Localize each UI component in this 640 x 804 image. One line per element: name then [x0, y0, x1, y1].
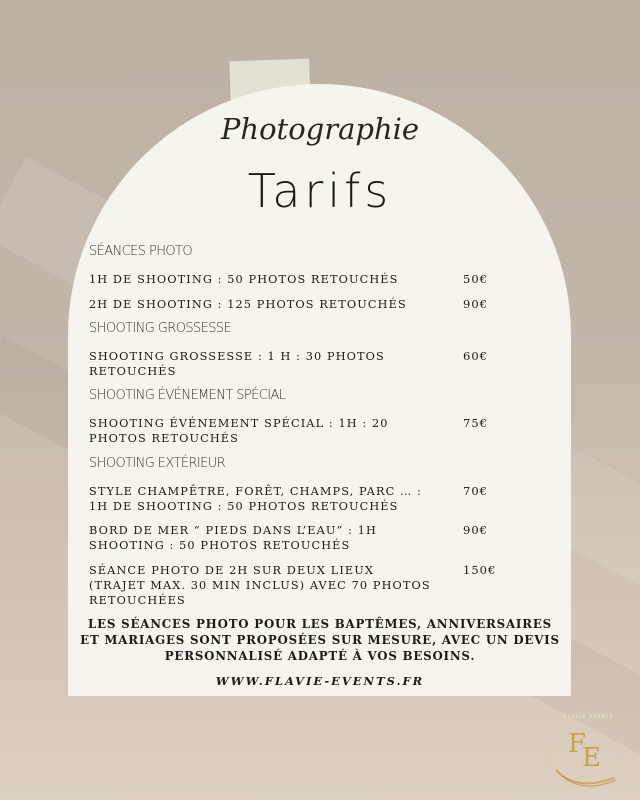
page-title: Tarifs	[247, 164, 393, 218]
row-price: 90€	[463, 297, 488, 311]
section-title-exterieur: SHOOTING EXTÉRIEUR	[89, 456, 226, 471]
script-title: Photographie	[220, 112, 420, 146]
row-price: 90€	[463, 523, 488, 537]
logo-letter-right: E	[582, 743, 601, 773]
section-title-seances: SÉANCES PHOTO	[89, 244, 192, 259]
row-price: 50€	[463, 272, 488, 286]
row-description: STYLE CHAMPÊTRE, FORÊT, CHAMPS, PARC … : 1H DE SHOOTING : 50 PHOTOS RETOUCHÉS	[89, 485, 423, 513]
website-link[interactable]: WWW.FLAVIE-EVENTS.FR	[215, 674, 425, 688]
row-description: SHOOTING GROSSESSE : 1 H : 30 PHOTOS RETOUCHÉS	[89, 350, 385, 378]
custom-quote-note: LES SÉANCES PHOTO POUR LES BAPTÊMES, ANNIVERSAIRES ET MARIAGES SONT PROPOSÉES SUR MESURE, AVEC UN DEVIS PERSONNALISÉ ADAPTÉ À VOS BESOINS.	[80, 617, 560, 663]
row-price: 75€	[463, 416, 488, 430]
row-description: SHOOTING ÉVÉNEMENT SPÉCIAL : 1H : 20 PHOTOS RETOUCHÉS	[89, 417, 389, 445]
row-price: 60€	[463, 349, 488, 363]
row-description: SÉANCE PHOTO DE 2H SUR DEUX LIEUX (TRAJET MAX. 30 MIN INCLUS) AVEC 70 PHOTOS RETOUCHÉES	[89, 564, 431, 607]
logo-ring-text: FLAVIE EVENTS	[564, 714, 615, 719]
logo-monogram-icon	[536, 700, 636, 800]
row-description: 2H DE SHOOTING : 125 PHOTOS RETOUCHÉS	[89, 298, 407, 311]
row-price: 150€	[463, 563, 497, 577]
section-title-evenement: SHOOTING ÉVÉNEMENT SPÉCIAL	[89, 388, 286, 403]
row-description: BORD DE MER “ PIEDS DANS L’EAU” : 1H SHOOTING : 50 PHOTOS RETOUCHÉS	[89, 524, 377, 552]
row-price: 70€	[463, 484, 488, 498]
section-title-grossesse: SHOOTING GROSSESSE	[89, 321, 232, 336]
row-description: 1H DE SHOOTING : 50 PHOTOS RETOUCHÉS	[89, 273, 399, 286]
brand-logo	[536, 700, 636, 800]
logo-letter-left: F	[568, 729, 587, 759]
